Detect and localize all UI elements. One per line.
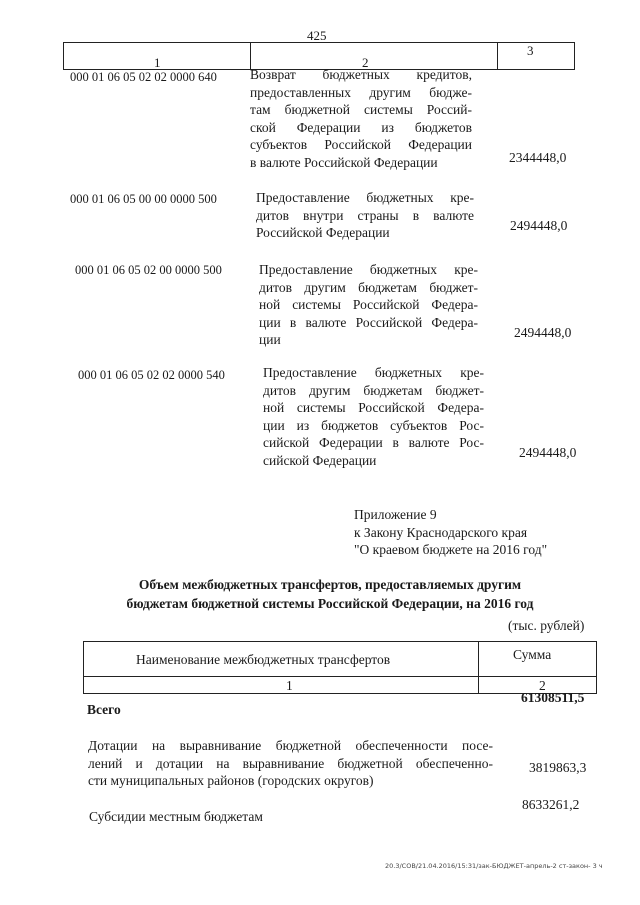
section-title: Объем межбюджетных трансфертов, предоставляемых другим бюджетам бюджетной системы Российской Федерации, на 2016 год [126, 577, 534, 611]
column-number-1: 1 [154, 55, 161, 70]
row-amount: 2494448,0 [510, 218, 568, 233]
column-number-3: 3 [527, 43, 534, 58]
row-description: Предоставление бюджетных кре- дитов другим бюджетам бюджет- ной системы Российской Федера- ции в валюте Российской Федера- ции [259, 262, 478, 347]
item-amount: 8633261,2 [522, 797, 580, 812]
row-description: Возврат бюджетных кредитов, предоставленных другим бюдже- там бюджетной системы Россий- ской Федерации из бюджетов субъектов Российской Федерации в валюте Российской Федерации [250, 67, 472, 170]
budget-code: 000 01 06 05 02 02 0000 640 [70, 70, 217, 84]
total-label: Всего [87, 702, 121, 717]
row-amount: 2344448,0 [509, 150, 567, 165]
row-description: Предоставление бюджетных кре- дитов внутри страны в валюте Российской Федерации [256, 190, 474, 240]
column-number-1: 1 [286, 678, 293, 693]
annex-reference: Приложение 9 к Закону Краснодарского края "О краевом бюджете на 2016 год" [354, 507, 548, 557]
column-header-name: Наименование межбюджетных трансфертов [136, 652, 391, 667]
unit-label: (тыс. рублей) [508, 618, 585, 633]
item-description: Субсидии местным бюджетам [89, 809, 263, 824]
column-number-2: 2 [539, 678, 546, 693]
page-number: 425 [307, 28, 327, 43]
column-number-2: 2 [362, 55, 369, 70]
budget-code: 000 01 06 05 02 00 0000 500 [75, 263, 222, 277]
column-header-sum: Сумма [513, 647, 552, 662]
footer-reference: 20.3/СОВ/21.04.2016/15:31/зак-БЮДЖЕТ-апрель-2 ст-закон- 3 ч [385, 862, 603, 870]
row-amount: 2494448,0 [519, 445, 577, 460]
row-amount: 2494448,0 [514, 325, 572, 340]
budget-code: 000 01 06 05 00 00 0000 500 [70, 192, 217, 206]
transfers-table-header [83, 641, 597, 694]
item-description: Дотации на выравнивание бюджетной обеспеченности посе- лений и дотации на выравнивание бюджетной обеспеченно- сти муниципальных районов (городских округов) [88, 738, 493, 788]
budget-code: 000 01 06 05 02 02 0000 540 [78, 368, 225, 382]
item-amount: 3819863,3 [529, 760, 587, 775]
row-description: Предоставление бюджетных кре- дитов другим бюджетам бюджет- ной системы Российской Федера- ции из бюджетов субъектов Рос- сийской Федерации в валюте Рос- сийской Федерации [263, 365, 484, 468]
total-amount: 61308511,5 [521, 690, 585, 705]
